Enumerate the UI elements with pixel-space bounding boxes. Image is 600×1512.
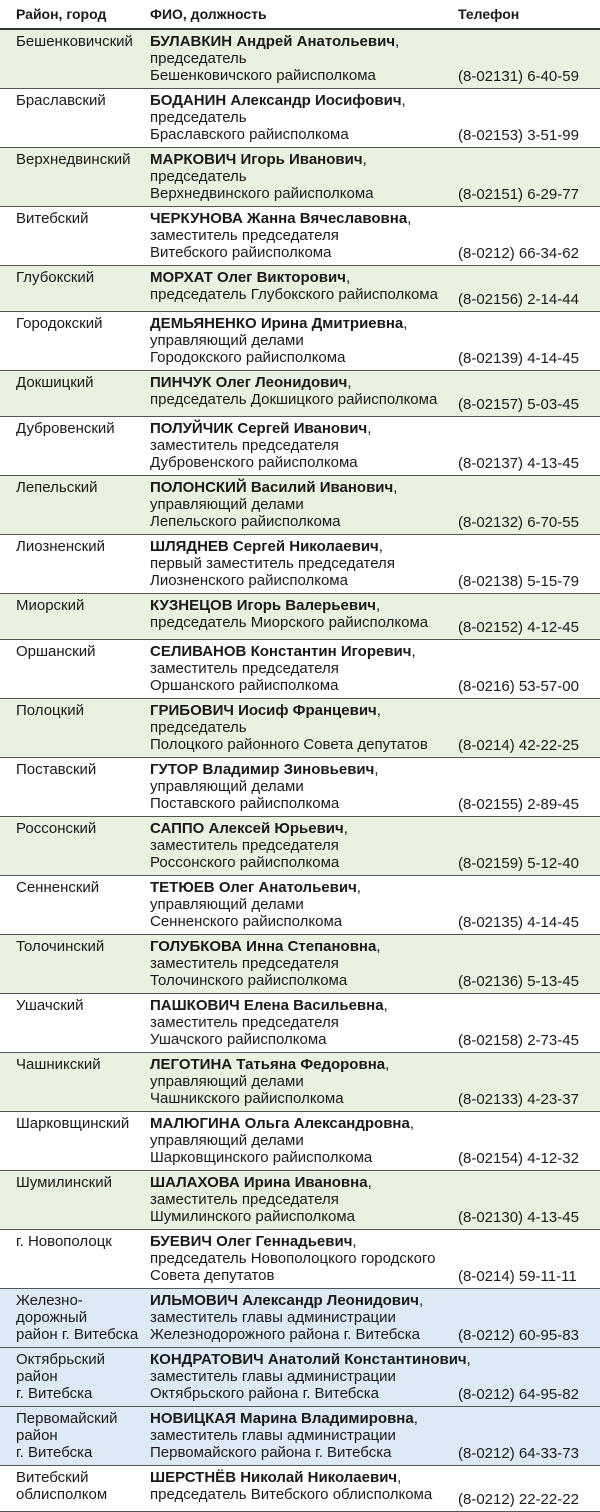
person-name: ГРИБОВИЧ Иосиф Францевич, [150, 702, 381, 719]
person-position: Россонского райисполкома [150, 854, 340, 871]
person-position: председатель Новополоцкого городского [150, 1250, 436, 1267]
region-cell [0, 1056, 150, 1111]
person-position: заместитель председателя [150, 437, 339, 454]
phone-number: (8-0214) 42-22-25 [458, 737, 579, 754]
region-cell [0, 1115, 150, 1170]
person-position: Витебского райисполкома [150, 244, 332, 261]
person-surname: ЧЕРКУНОВА [150, 210, 243, 227]
person-given-name: Александр Леонидович [242, 1292, 419, 1309]
table-row [0, 1289, 600, 1348]
person-position: управляющий делами [150, 1132, 304, 1149]
region-cell [0, 151, 150, 206]
region-text: Верхнедвинский [16, 151, 131, 168]
region-text: Глубокский [16, 269, 95, 286]
region-text: Чашникский [16, 1056, 101, 1073]
person-name: ШЛЯДНЕВ Сергей Николаевич, [150, 538, 383, 555]
table-row [0, 699, 600, 758]
person-given-name: Игорь Валерьевич [236, 597, 377, 614]
person-position: заместитель председателя [150, 660, 339, 677]
person-given-name: Сергей Иванович [237, 420, 368, 437]
person-position: Городокского райисполкома [150, 349, 346, 366]
person-name: САППО Алексей Юрьевич, [150, 820, 348, 837]
phone-cell [458, 1174, 600, 1229]
person-cell [150, 33, 458, 88]
region-cell [0, 997, 150, 1052]
region-text: Миорский [16, 597, 85, 614]
person-name: КУЗНЕЦОВ Игорь Валерьевич, [150, 597, 381, 614]
table-row [0, 476, 600, 535]
region-text: Россонский [16, 820, 97, 837]
phone-number: (8-0216) 53-57-00 [458, 678, 579, 695]
phone-number: (8-02136) 5-13-45 [458, 973, 579, 990]
region-cell [0, 1174, 150, 1229]
table-row [0, 1466, 600, 1512]
phone-number: (8-02130) 4-13-45 [458, 1209, 579, 1226]
region-text: г. Витебска [16, 1385, 93, 1402]
table-row [0, 935, 600, 994]
person-cell [150, 1410, 458, 1465]
region-text: облисполком [16, 1486, 108, 1503]
person-position: заместитель главы администрации [150, 1309, 396, 1326]
person-surname: ПОЛУЙЧИК [150, 420, 234, 437]
table-row [0, 1230, 600, 1289]
phone-number: (8-02158) 2-73-45 [458, 1032, 579, 1049]
person-name: СЕЛИВАНОВ Константин Игоревич, [150, 643, 416, 660]
person-name: ПИНЧУК Олег Леонидович, [150, 374, 352, 391]
table-row [0, 417, 600, 476]
person-cell [150, 1469, 458, 1511]
region-text: г. Витебска [16, 1444, 93, 1461]
table-row [0, 1112, 600, 1171]
person-given-name: Сергей Николаевич [232, 538, 379, 555]
person-cell [150, 997, 458, 1052]
table-row [0, 89, 600, 148]
region-text: Поставский [16, 761, 97, 778]
person-position: заместитель главы администрации [150, 1427, 396, 1444]
phone-cell [458, 879, 600, 934]
phone-cell [458, 315, 600, 370]
region-cell [0, 479, 150, 534]
person-position: управляющий делами [150, 778, 304, 795]
person-position: Шарковщинского райисполкома [150, 1149, 373, 1166]
person-name: МАРКОВИЧ Игорь Иванович, [150, 151, 367, 168]
region-text: Дубровенский [16, 420, 115, 437]
region-cell [0, 315, 150, 370]
person-position: Дубровенского райисполкома [150, 454, 358, 471]
person-position: заместитель председателя [150, 1191, 339, 1208]
region-text: Браславский [16, 92, 106, 109]
person-position: Железнодорожного района г. Витебска [150, 1326, 420, 1343]
person-given-name: Олег Геннадьевич [216, 1233, 353, 1250]
person-name: НОВИЦКАЯ Марина Владимировна, [150, 1410, 418, 1427]
person-given-name: Елена Васильевна [243, 997, 384, 1014]
person-cell [150, 1351, 471, 1406]
person-position: председатель [150, 168, 247, 185]
phone-number: (8-02157) 5-03-45 [458, 396, 579, 413]
person-surname: ДЕМЬЯНЕНКО [150, 315, 257, 332]
person-given-name: Олег Викторович [217, 269, 346, 286]
person-position: управляющий делами [150, 1073, 304, 1090]
person-position: управляющий делами [150, 896, 304, 913]
region-text: Железно- [16, 1292, 83, 1309]
person-cell [150, 702, 458, 757]
person-given-name: Олег Анатольевич [218, 879, 357, 896]
person-surname: МАРКОВИЧ [150, 151, 237, 168]
person-position: председатель [150, 109, 247, 126]
region-text: район [16, 1368, 58, 1385]
phone-cell [458, 92, 600, 147]
region-text: Докшицкий [16, 374, 94, 391]
person-position: Лепельского райисполкома [150, 513, 341, 530]
region-text: Витебский [16, 210, 89, 227]
phone-number: (8-02133) 4-23-37 [458, 1091, 579, 1108]
table-body [0, 30, 600, 1512]
table-row [0, 1053, 600, 1112]
phone-number: (8-0212) 66-34-62 [458, 245, 579, 262]
person-name: БУЕВИЧ Олег Геннадьевич, [150, 1233, 357, 1250]
phone-cell [458, 597, 600, 639]
person-cell [150, 938, 458, 993]
person-position: Оршанского райисполкома [150, 677, 339, 694]
table-row [0, 535, 600, 594]
person-position: первый заместитель председателя [150, 555, 395, 572]
region-text: Городокский [16, 315, 103, 332]
person-given-name: Инна Степановна [246, 938, 377, 955]
phone-number: (8-02153) 3-51-99 [458, 127, 579, 144]
person-name: ЛЕГОТИНА Татьяна Федоровна, [150, 1056, 390, 1073]
region-text: Лепельский [16, 479, 98, 496]
person-position: председатель [150, 50, 247, 67]
person-name: ШЕРСТНЁВ Николай Николаевич, [150, 1469, 402, 1486]
region-cell [0, 538, 150, 593]
person-surname: БУЕВИЧ [150, 1233, 212, 1250]
person-surname: ЛЕГОТИНА [150, 1056, 233, 1073]
phone-cell [458, 1351, 600, 1406]
person-given-name: Андрей Анатольевич [236, 33, 396, 50]
person-cell [150, 479, 458, 534]
person-name: ПАШКОВИЧ Елена Васильевна, [150, 997, 388, 1014]
person-cell [150, 1174, 458, 1229]
phone-cell [458, 1410, 600, 1465]
person-given-name: Владимир Зиновьевич [202, 761, 375, 778]
person-name: ДЕМЬЯНЕНКО Ирина Дмитриевна, [150, 315, 408, 332]
phone-number: (8-02135) 4-14-45 [458, 914, 579, 931]
region-cell [0, 1410, 150, 1465]
region-cell [0, 597, 150, 639]
person-position: Совета депутатов [150, 1267, 275, 1284]
region-cell [0, 33, 150, 88]
person-surname: ПИНЧУК [150, 374, 212, 391]
person-cell [150, 1292, 458, 1347]
person-position: Шумилинского райисполкома [150, 1208, 355, 1225]
person-surname: БУЛАВКИН [150, 33, 233, 50]
phone-cell [458, 643, 600, 698]
phone-cell [458, 1056, 600, 1111]
person-position: председатель Докшицкого райисполкома [150, 391, 438, 408]
region-text: Шарковщинский [16, 1115, 130, 1132]
region-cell [0, 420, 150, 475]
region-cell [0, 1233, 150, 1288]
person-cell [150, 879, 458, 934]
person-cell [150, 761, 458, 816]
phone-number: (8-02139) 4-14-45 [458, 350, 579, 367]
phone-cell [458, 374, 600, 416]
region-text: Полоцкий [16, 702, 84, 719]
person-position: Лиозненского райисполкома [150, 572, 348, 589]
person-cell [150, 374, 458, 416]
table-header [0, 0, 600, 30]
person-given-name: Игорь Иванович [240, 151, 363, 168]
person-given-name: Ольга Александровна [244, 1115, 410, 1132]
phone-cell [458, 420, 600, 475]
person-given-name: Анатолий Константинович [267, 1351, 467, 1368]
region-text: Первомайский [16, 1410, 118, 1427]
region-text: район [16, 1427, 58, 1444]
region-cell [0, 1351, 150, 1406]
person-cell [150, 92, 458, 147]
phone-number: (8-02138) 5-15-79 [458, 573, 579, 590]
region-text: Толочинский [16, 938, 105, 955]
phone-number: (8-0212) 64-95-82 [458, 1386, 579, 1403]
person-position: Верхнедвинского райисполкома [150, 185, 374, 202]
header-person: ФИО, должность [150, 6, 267, 22]
person-cell [150, 151, 458, 206]
person-position: Чашникского райисполкома [150, 1090, 344, 1107]
person-cell [150, 420, 458, 475]
person-given-name: Жанна Вячеславовна [247, 210, 408, 227]
person-surname: КОНДРАТОВИЧ [150, 1351, 264, 1368]
table-row [0, 1348, 600, 1407]
region-cell [0, 702, 150, 757]
table-row [0, 640, 600, 699]
person-position: Поставского райисполкома [150, 795, 340, 812]
person-surname: НОВИЦКАЯ [150, 1410, 236, 1427]
region-text: Витебский [16, 1469, 89, 1486]
person-surname: ГРИБОВИЧ [150, 702, 234, 719]
person-cell [150, 210, 458, 265]
region-cell [0, 761, 150, 816]
person-position: председатель [150, 719, 247, 736]
phone-cell [458, 210, 600, 265]
phone-number: (8-02151) 6-29-77 [458, 186, 579, 203]
region-cell [0, 820, 150, 875]
person-name: МОРХАТ Олег Викторович, [150, 269, 351, 286]
region-text: Сенненский [16, 879, 100, 896]
person-given-name: Алексей Юрьевич [208, 820, 344, 837]
person-given-name: Николай Николаевич [240, 1469, 398, 1486]
person-name: ЧЕРКУНОВА Жанна Вячеславовна, [150, 210, 412, 227]
person-name: ПОЛУЙЧИК Сергей Иванович, [150, 420, 372, 437]
person-surname: САППО [150, 820, 205, 837]
phone-cell [458, 33, 600, 88]
person-name: БОДАНИН Александр Иосифович, [150, 92, 406, 109]
person-position: Браславского райисполкома [150, 126, 349, 143]
phone-cell [458, 479, 600, 534]
person-cell [150, 1115, 458, 1170]
phone-number: (8-02152) 4-12-45 [458, 619, 579, 636]
person-given-name: Василий Иванович [250, 479, 394, 496]
table-row [0, 30, 600, 89]
phone-number: (8-0212) 60-95-83 [458, 1327, 579, 1344]
region-cell [0, 879, 150, 934]
region-cell [0, 1292, 150, 1347]
table-row [0, 266, 600, 312]
person-surname: КУЗНЕЦОВ [150, 597, 233, 614]
phone-number: (8-02156) 2-14-44 [458, 291, 579, 308]
phone-cell [458, 997, 600, 1052]
phone-number: (8-0212) 22-22-22 [458, 1491, 579, 1508]
person-name: ПОЛОНСКИЙ Василий Иванович, [150, 479, 398, 496]
table-row [0, 371, 600, 417]
table-row [0, 1171, 600, 1230]
phone-number: (8-02154) 4-12-32 [458, 1150, 579, 1167]
table-row [0, 758, 600, 817]
person-name: ГОЛУБКОВА Инна Степановна, [150, 938, 381, 955]
table-row [0, 1407, 600, 1466]
table-row [0, 876, 600, 935]
person-position: Полоцкого районного Совета депутатов [150, 736, 428, 753]
person-surname: МАЛЮГИНА [150, 1115, 241, 1132]
region-cell [0, 643, 150, 698]
person-surname: ПОЛОНСКИЙ [150, 479, 247, 496]
person-surname: ТЕТЮЕВ [150, 879, 215, 896]
person-name: ГУТОР Владимир Зиновьевич, [150, 761, 379, 778]
person-position: председатель Глубокского райисполкома [150, 286, 438, 303]
region-cell [0, 269, 150, 311]
person-name: ШАЛАХОВА Ирина Ивановна, [150, 1174, 372, 1191]
person-name: ИЛЬМОВИЧ Александр Леонидович, [150, 1292, 424, 1309]
person-position: заместитель председателя [150, 955, 339, 972]
phone-cell [458, 702, 600, 757]
region-text: Октябрьский [16, 1351, 105, 1368]
phone-number: (8-0212) 64-33-73 [458, 1445, 579, 1462]
phone-number: (8-02155) 2-89-45 [458, 796, 579, 813]
person-name: БУЛАВКИН Андрей Анатольевич, [150, 33, 400, 50]
person-cell [150, 820, 458, 875]
phone-number: (8-02159) 5-12-40 [458, 855, 579, 872]
person-given-name: Олег Леонидович [215, 374, 348, 391]
person-name: КОНДРАТОВИЧ Анатолий Константинович, [150, 1351, 471, 1368]
table-row [0, 594, 600, 640]
table-row [0, 207, 600, 266]
person-position: заместитель председателя [150, 1014, 339, 1031]
person-position: Октябрьского района г. Витебска [150, 1385, 379, 1402]
phone-cell [458, 1292, 600, 1347]
person-surname: ГОЛУБКОВА [150, 938, 242, 955]
person-surname: ШЕРСТНЁВ [150, 1469, 237, 1486]
person-given-name: Ирина Ивановна [243, 1174, 368, 1191]
person-cell [150, 315, 458, 370]
phone-cell [458, 820, 600, 875]
phone-cell [458, 1233, 600, 1288]
region-text: Оршанский [16, 643, 96, 660]
table-row [0, 312, 600, 371]
person-surname: МОРХАТ [150, 269, 213, 286]
person-position: Толочинского райисполкома [150, 972, 348, 989]
person-cell [150, 597, 458, 639]
phone-cell [458, 269, 600, 311]
header-phone: Телефон [458, 6, 520, 22]
person-surname: БОДАНИН [150, 92, 227, 109]
region-cell [0, 92, 150, 147]
person-cell [150, 538, 458, 593]
person-surname: ШЛЯДНЕВ [150, 538, 229, 555]
person-position: председатель Витебского облисполкома [150, 1486, 433, 1503]
person-name: ТЕТЮЕВ Олег Анатольевич, [150, 879, 361, 896]
phone-cell [458, 151, 600, 206]
person-position: председатель Миорского райисполкома [150, 614, 429, 631]
region-text: дорожный [16, 1309, 88, 1326]
person-name: МАЛЮГИНА Ольга Александровна, [150, 1115, 415, 1132]
person-given-name: Ирина Дмитриевна [260, 315, 404, 332]
region-cell [0, 374, 150, 416]
region-text: Шумилинский [16, 1174, 113, 1191]
person-position: заместитель главы администрации [150, 1368, 396, 1385]
person-cell [150, 643, 458, 698]
person-surname: ГУТОР [150, 761, 199, 778]
region-text: Лиозненский [16, 538, 106, 555]
person-position: Бешенковичского райисполкома [150, 67, 376, 84]
phone-number: (8-02137) 4-13-45 [458, 455, 579, 472]
person-position: Ушачского райисполкома [150, 1031, 327, 1048]
person-position: управляющий делами [150, 332, 304, 349]
person-cell [150, 1233, 458, 1288]
region-text: г. Новополоцк [16, 1233, 112, 1250]
person-surname: ШАЛАХОВА [150, 1174, 240, 1191]
person-given-name: Иосиф Францевич [238, 702, 377, 719]
person-surname: ПАШКОВИЧ [150, 997, 240, 1014]
table-row [0, 817, 600, 876]
table-row [0, 994, 600, 1053]
phone-cell [458, 938, 600, 993]
table-row [0, 148, 600, 207]
phone-cell [458, 1469, 600, 1511]
person-given-name: Константин Игоревич [250, 643, 412, 660]
person-surname: СЕЛИВАНОВ [150, 643, 247, 660]
region-text: Ушачский [16, 997, 84, 1014]
header-region: Район, город [16, 6, 107, 22]
person-surname: ИЛЬМОВИЧ [150, 1292, 239, 1309]
phone-number: (8-02131) 6-40-59 [458, 68, 579, 85]
region-cell [0, 1469, 150, 1511]
region-text: Бешенковичский [16, 33, 133, 50]
person-cell [150, 269, 458, 311]
person-given-name: Александр Иосифович [230, 92, 402, 109]
person-given-name: Марина Владимировна [240, 1410, 414, 1427]
phone-number: (8-02132) 6-70-55 [458, 514, 579, 531]
person-position: заместитель председателя [150, 837, 339, 854]
phone-cell [458, 761, 600, 816]
region-text: район г. Витебска [16, 1326, 139, 1343]
person-position: Сенненского райисполкома [150, 913, 343, 930]
person-position: Первомайского района г. Витебска [150, 1444, 392, 1461]
region-cell [0, 210, 150, 265]
phone-cell [458, 538, 600, 593]
person-given-name: Татьяна Федоровна [236, 1056, 386, 1073]
person-position: управляющий делами [150, 496, 304, 513]
phone-number: (8-0214) 59-11-11 [458, 1268, 577, 1285]
region-cell [0, 938, 150, 993]
person-cell [150, 1056, 458, 1111]
phone-cell [458, 1115, 600, 1170]
person-position: заместитель председателя [150, 227, 339, 244]
